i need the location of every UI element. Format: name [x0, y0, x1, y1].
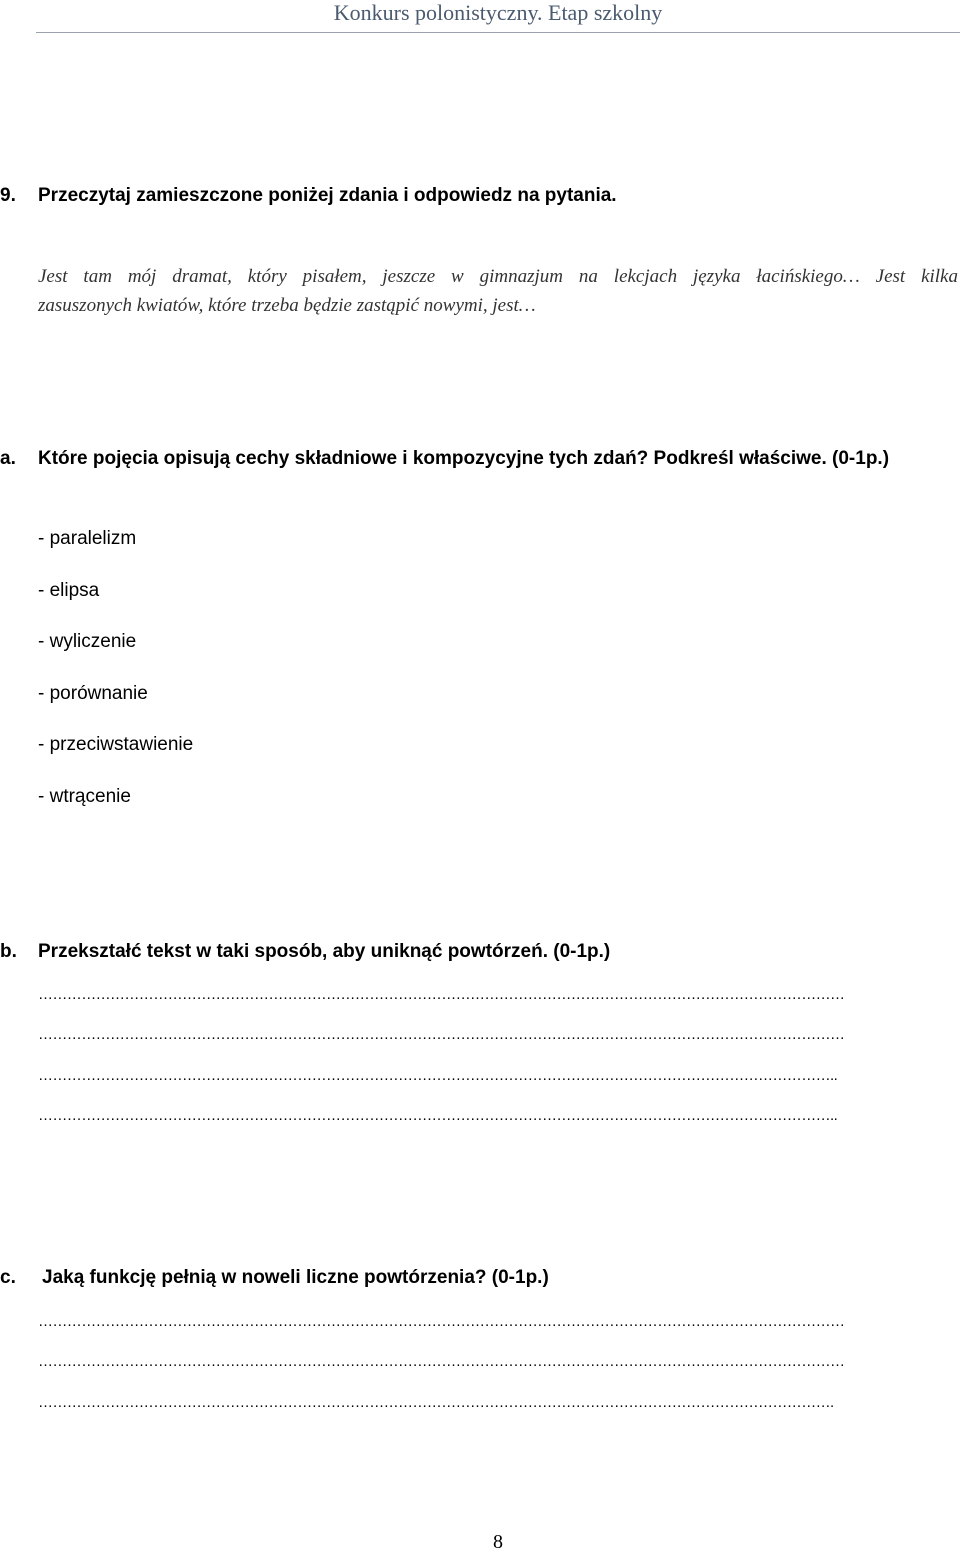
header-title: Konkurs polonistyczny. Etap szkolny: [333, 0, 663, 25]
quote-line: Jest tam mój dramat, który pisałem, jeszcze w gimnazjum na lekcjach języka łacińskiego… Jest kilka: [38, 266, 958, 287]
part-b-text: Przekształć tekst w taki sposób, aby uniknąć powtórzeń. (0-1p.): [38, 941, 611, 962]
part-a-label: a.: [0, 448, 16, 469]
answer-line[interactable]: ……………………………………………………………………………………………………………………………………………………: [38, 1353, 845, 1370]
answer-line[interactable]: …………………………………………………………………………………………………………………………………………………..: [38, 1107, 838, 1124]
header-divider: [36, 32, 960, 33]
page-header: [0, 0, 960, 34]
answer-line[interactable]: ……………………………………………………………………………………………………………………………………………………: [38, 1313, 845, 1330]
option-wyliczenie[interactable]: - wyliczenie: [38, 631, 137, 653]
question-number: 9.: [0, 185, 16, 206]
answer-options-list: [38, 527, 193, 837]
answer-line[interactable]: ……………………………………………………………………………………………………………………………………………………: [38, 1026, 845, 1043]
option-paralelizm[interactable]: - paralelizm: [38, 528, 137, 549]
question-text: Przeczytaj zamieszczone poniżej zdania i odpowiedz na pytania.: [38, 185, 617, 206]
page-number: 8: [493, 1531, 503, 1553]
answer-line[interactable]: ……………………………………………………………………………………………………………………………………………………: [38, 986, 845, 1003]
answer-line[interactable]: …………………………………………………………………………………………………………………………………………………..: [38, 1067, 838, 1084]
quote-line: zasuszonych kwiatów, które trzeba będzie zastąpić nowymi, jest…: [38, 295, 536, 316]
part-c-label: c.: [0, 1267, 16, 1288]
option-elipsa[interactable]: - elipsa: [38, 579, 100, 601]
option-porownanie[interactable]: - porównanie: [38, 682, 148, 704]
answer-line[interactable]: ………………………………………………………………………………………………………………………………………………….: [38, 1394, 834, 1411]
part-c-text: Jaką funkcję pełnią w noweli liczne powtórzenia? (0-1p.): [42, 1267, 549, 1288]
option-przeciwstawienie[interactable]: - przeciwstawienie: [38, 734, 194, 756]
option-wtracenie[interactable]: - wtrącenie: [38, 785, 131, 807]
part-a-text: Które pojęcia opisują cechy składniowe i kompozycyjne tych zdań? Podkreśl właściwe. (0-1p.): [38, 448, 890, 469]
quoted-passage: [38, 262, 958, 320]
part-b-label: b.: [0, 941, 17, 962]
